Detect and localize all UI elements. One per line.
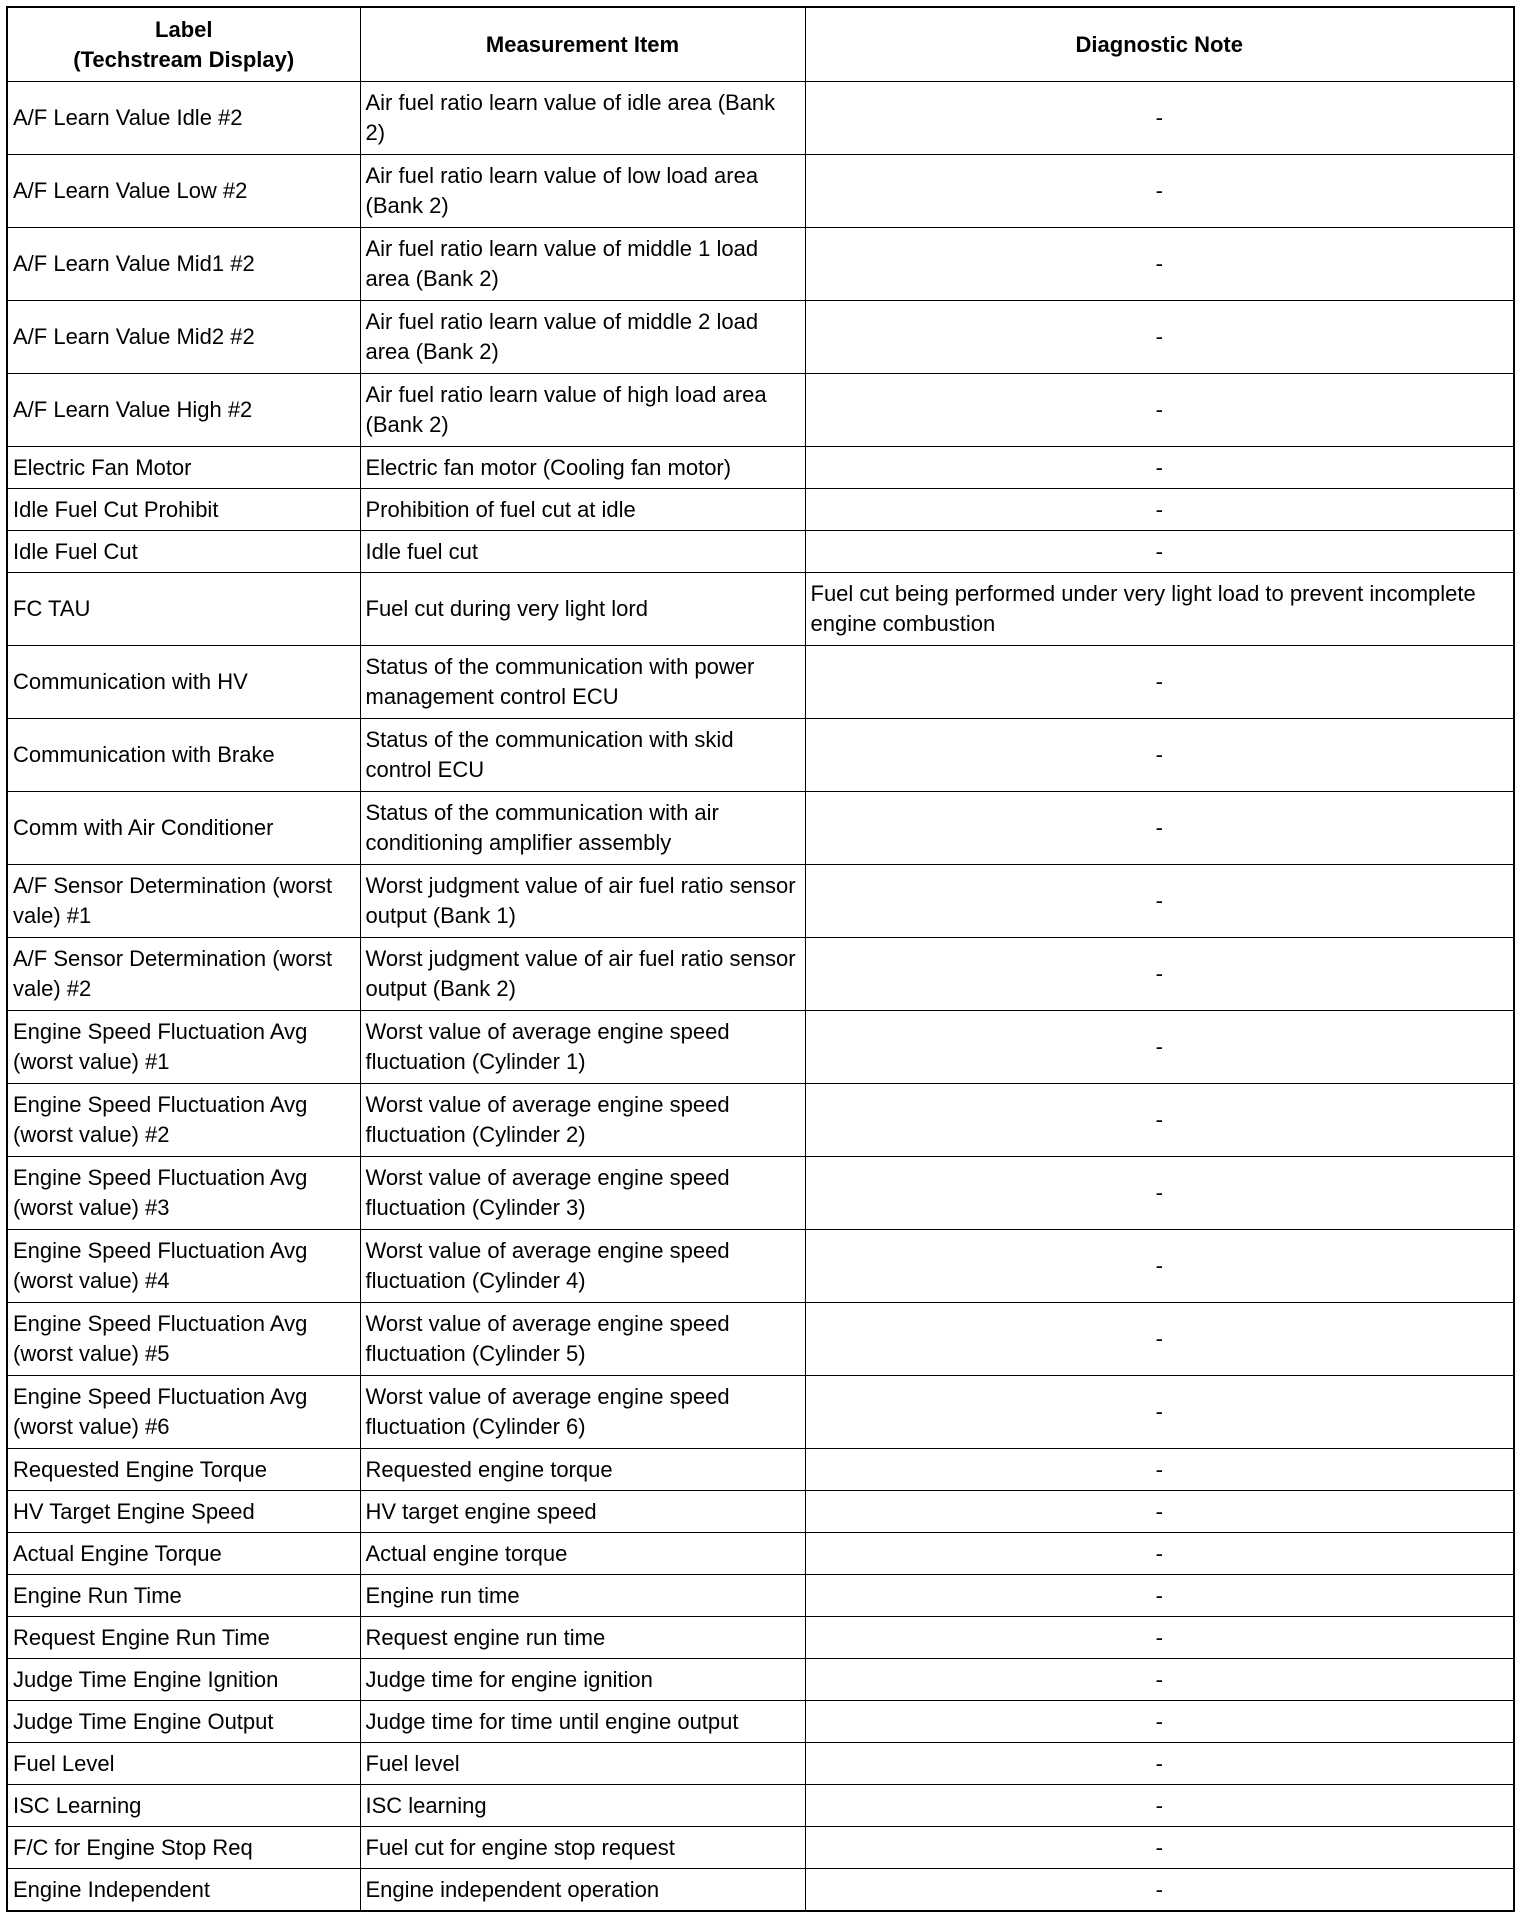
row-label: Fuel Level — [7, 1743, 360, 1785]
table-row — [7, 646, 1514, 719]
row-label: Idle Fuel Cut Prohibit — [7, 489, 360, 531]
row-diagnostic-note: - — [805, 82, 1514, 155]
row-label: Judge Time Engine Output — [7, 1701, 360, 1743]
row-measurement-item: Fuel level — [360, 1743, 805, 1785]
table-row — [7, 489, 1514, 531]
row-diagnostic-note: - — [805, 1449, 1514, 1491]
row-diagnostic-note: - — [805, 719, 1514, 792]
row-measurement-item: Engine independent operation — [360, 1869, 805, 1912]
row-label: Engine Speed Fluctuation Avg (worst value) #6 — [7, 1376, 360, 1449]
header-label-line2: (Techstream Display) — [73, 46, 295, 72]
table-row — [7, 228, 1514, 301]
row-diagnostic-note: - — [805, 1376, 1514, 1449]
row-measurement-item: Request engine run time — [360, 1617, 805, 1659]
row-diagnostic-note: - — [805, 1491, 1514, 1533]
row-diagnostic-note: - — [805, 374, 1514, 447]
row-measurement-item: Worst judgment value of air fuel ratio sensor output (Bank 1) — [360, 865, 805, 938]
row-label: Engine Speed Fluctuation Avg (worst value) #3 — [7, 1157, 360, 1230]
row-measurement-item: Requested engine torque — [360, 1449, 805, 1491]
row-measurement-item: Prohibition of fuel cut at idle — [360, 489, 805, 531]
row-diagnostic-note: - — [805, 646, 1514, 719]
table-row — [7, 1869, 1514, 1912]
row-label: Engine Run Time — [7, 1575, 360, 1617]
row-label: A/F Learn Value Mid2 #2 — [7, 301, 360, 374]
row-label: Communication with HV — [7, 646, 360, 719]
table-row — [7, 1157, 1514, 1230]
table-row — [7, 1701, 1514, 1743]
row-label: FC TAU — [7, 573, 360, 646]
table-row — [7, 1533, 1514, 1575]
row-diagnostic-note: - — [805, 792, 1514, 865]
table-row — [7, 1303, 1514, 1376]
table-row — [7, 865, 1514, 938]
header-measurement: Measurement Item — [360, 7, 805, 82]
table-row — [7, 1785, 1514, 1827]
header-label — [7, 7, 360, 82]
table-row — [7, 792, 1514, 865]
row-label: Actual Engine Torque — [7, 1533, 360, 1575]
row-diagnostic-note: - — [805, 447, 1514, 489]
row-diagnostic-note: - — [805, 1533, 1514, 1575]
row-diagnostic-note: - — [805, 1869, 1514, 1912]
row-diagnostic-note: - — [805, 1701, 1514, 1743]
table-header-row — [7, 7, 1514, 82]
row-measurement-item: Worst value of average engine speed fluctuation (Cylinder 5) — [360, 1303, 805, 1376]
row-measurement-item: Air fuel ratio learn value of high load area (Bank 2) — [360, 374, 805, 447]
table-row — [7, 447, 1514, 489]
row-label: A/F Learn Value Low #2 — [7, 155, 360, 228]
row-measurement-item: Idle fuel cut — [360, 531, 805, 573]
row-measurement-item: Engine run time — [360, 1575, 805, 1617]
row-label: A/F Sensor Determination (worst vale) #1 — [7, 865, 360, 938]
row-measurement-item: Judge time for time until engine output — [360, 1701, 805, 1743]
table-row — [7, 531, 1514, 573]
row-diagnostic-note: - — [805, 155, 1514, 228]
row-label: Request Engine Run Time — [7, 1617, 360, 1659]
row-measurement-item: ISC learning — [360, 1785, 805, 1827]
table-row — [7, 82, 1514, 155]
row-diagnostic-note: - — [805, 1084, 1514, 1157]
row-label: Engine Independent — [7, 1869, 360, 1912]
row-measurement-item: Status of the communication with power management control ECU — [360, 646, 805, 719]
table-row — [7, 1449, 1514, 1491]
row-diagnostic-note: - — [805, 1575, 1514, 1617]
table-row — [7, 573, 1514, 646]
row-measurement-item: Actual engine torque — [360, 1533, 805, 1575]
row-label: HV Target Engine Speed — [7, 1491, 360, 1533]
row-diagnostic-note: - — [805, 1230, 1514, 1303]
row-diagnostic-note: - — [805, 1827, 1514, 1869]
row-measurement-item: Judge time for engine ignition — [360, 1659, 805, 1701]
row-diagnostic-note: - — [805, 1785, 1514, 1827]
table-row — [7, 1084, 1514, 1157]
row-label: Engine Speed Fluctuation Avg (worst value) #1 — [7, 1011, 360, 1084]
row-label: A/F Sensor Determination (worst vale) #2 — [7, 938, 360, 1011]
row-measurement-item: Status of the communication with air conditioning amplifier assembly — [360, 792, 805, 865]
table-row — [7, 155, 1514, 228]
row-measurement-item: Electric fan motor (Cooling fan motor) — [360, 447, 805, 489]
row-diagnostic-note: - — [805, 301, 1514, 374]
row-diagnostic-note: - — [805, 228, 1514, 301]
row-label: Engine Speed Fluctuation Avg (worst value) #5 — [7, 1303, 360, 1376]
row-diagnostic-note: - — [805, 489, 1514, 531]
row-measurement-item: Fuel cut during very light lord — [360, 573, 805, 646]
row-label: Judge Time Engine Ignition — [7, 1659, 360, 1701]
row-label: Comm with Air Conditioner — [7, 792, 360, 865]
row-measurement-item: Worst value of average engine speed fluctuation (Cylinder 1) — [360, 1011, 805, 1084]
table-row — [7, 301, 1514, 374]
row-diagnostic-note: - — [805, 1157, 1514, 1230]
row-diagnostic-note: - — [805, 1011, 1514, 1084]
header-note: Diagnostic Note — [805, 7, 1514, 82]
table-row — [7, 938, 1514, 1011]
row-measurement-item: Worst value of average engine speed fluctuation (Cylinder 3) — [360, 1157, 805, 1230]
row-measurement-item: Worst value of average engine speed fluctuation (Cylinder 6) — [360, 1376, 805, 1449]
row-diagnostic-note: - — [805, 1659, 1514, 1701]
row-measurement-item: HV target engine speed — [360, 1491, 805, 1533]
row-label: Engine Speed Fluctuation Avg (worst value) #4 — [7, 1230, 360, 1303]
row-label: Electric Fan Motor — [7, 447, 360, 489]
data-list-table — [6, 6, 1515, 1912]
row-label: Requested Engine Torque — [7, 1449, 360, 1491]
table-row — [7, 374, 1514, 447]
row-measurement-item: Fuel cut for engine stop request — [360, 1827, 805, 1869]
row-measurement-item: Worst value of average engine speed fluctuation (Cylinder 4) — [360, 1230, 805, 1303]
header-label-line1: Label — [155, 16, 213, 42]
row-diagnostic-note: - — [805, 865, 1514, 938]
table-row — [7, 1011, 1514, 1084]
row-diagnostic-note: Fuel cut being performed under very light load to prevent incomplete engine combustion — [805, 573, 1514, 646]
row-measurement-item: Worst judgment value of air fuel ratio sensor output (Bank 2) — [360, 938, 805, 1011]
row-diagnostic-note: - — [805, 1303, 1514, 1376]
row-diagnostic-note: - — [805, 1743, 1514, 1785]
row-measurement-item: Air fuel ratio learn value of middle 1 load area (Bank 2) — [360, 228, 805, 301]
row-measurement-item: Air fuel ratio learn value of idle area (Bank 2) — [360, 82, 805, 155]
row-diagnostic-note: - — [805, 1617, 1514, 1659]
row-label: Idle Fuel Cut — [7, 531, 360, 573]
table-row — [7, 1827, 1514, 1869]
table-row — [7, 1575, 1514, 1617]
row-label: Communication with Brake — [7, 719, 360, 792]
row-label: ISC Learning — [7, 1785, 360, 1827]
row-measurement-item: Air fuel ratio learn value of low load area (Bank 2) — [360, 155, 805, 228]
row-measurement-item: Air fuel ratio learn value of middle 2 load area (Bank 2) — [360, 301, 805, 374]
table-row — [7, 719, 1514, 792]
table-row — [7, 1376, 1514, 1449]
table-row — [7, 1659, 1514, 1701]
row-diagnostic-note: - — [805, 938, 1514, 1011]
row-label: A/F Learn Value Mid1 #2 — [7, 228, 360, 301]
table-row — [7, 1230, 1514, 1303]
table-row — [7, 1491, 1514, 1533]
row-label: A/F Learn Value High #2 — [7, 374, 360, 447]
row-label: A/F Learn Value Idle #2 — [7, 82, 360, 155]
row-label: F/C for Engine Stop Req — [7, 1827, 360, 1869]
table-row — [7, 1617, 1514, 1659]
row-diagnostic-note: - — [805, 531, 1514, 573]
row-measurement-item: Status of the communication with skid control ECU — [360, 719, 805, 792]
table-row — [7, 1743, 1514, 1785]
row-measurement-item: Worst value of average engine speed fluctuation (Cylinder 2) — [360, 1084, 805, 1157]
row-label: Engine Speed Fluctuation Avg (worst value) #2 — [7, 1084, 360, 1157]
